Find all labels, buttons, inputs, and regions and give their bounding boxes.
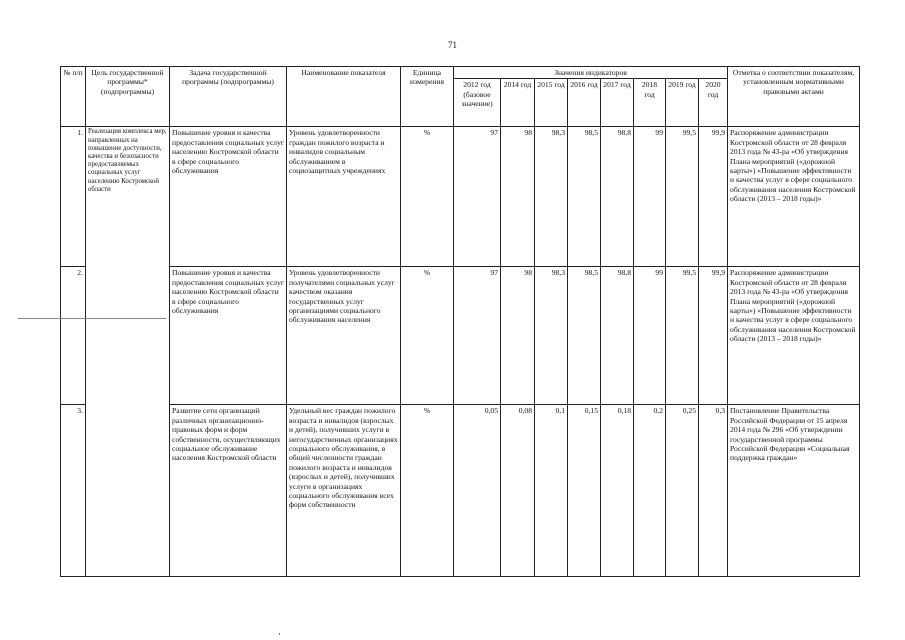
header-year: 2019 год (666, 79, 699, 127)
header-year: 2015 год (535, 79, 568, 127)
task-cell: Повышение уровня и качества предоставления социальных услуг населению Костромской области в сфере социального обслуживания (170, 127, 287, 267)
value-cell: 0,2 (634, 405, 666, 577)
indicators-table (60, 66, 860, 577)
value-cell: 98,8 (601, 127, 634, 267)
header-values-group: Значения индикаторов (454, 67, 728, 79)
header-year-base: 2012 год (базовое значение) (454, 79, 501, 127)
value-cell: 98,3 (535, 127, 568, 267)
value-cell: 98 (501, 267, 535, 405)
value-cell: 98,8 (601, 267, 634, 405)
indicator-cell: Уровень удовлетворенности получателями социальных услуг качеством оказания государственных услуг организациями социального обслуживания населения (287, 267, 401, 405)
note-cell: Постановление Правительства Российской Федерации от 15 апреля 2014 года № 296 «Об утверждении государственной программы Российской Федерации «Социальная поддержка граждан» (728, 405, 860, 577)
header-indicator: Наименование показателя (287, 67, 401, 127)
goal-cell: Реализация комплекса мер, направленных на повышение доступности, качества и безопасности предоставляемых социальных услуг населению Костромской области (86, 127, 170, 577)
value-cell: 98,3 (535, 267, 568, 405)
value-cell: 99,5 (666, 127, 699, 267)
unit-cell: % (401, 127, 454, 267)
header-year: 2014 год (501, 79, 535, 127)
value-cell: 0,3 (699, 405, 728, 577)
header-note: Отметка о соответствии показателям, установленным нормативными правовыми актами (728, 67, 860, 127)
value-cell: 0,08 (501, 405, 535, 577)
scan-artifact-dot (279, 633, 280, 635)
value-cell: 99,5 (666, 267, 699, 405)
value-cell: 97 (454, 127, 501, 267)
page-number: 71 (448, 40, 457, 50)
header-year: 2018 год (634, 79, 666, 127)
unit-cell: % (401, 405, 454, 577)
value-cell: 0,15 (568, 405, 601, 577)
table-row (61, 405, 860, 577)
scan-artifact-line (18, 318, 166, 319)
value-cell: 99,9 (699, 127, 728, 267)
value-cell: 98,5 (568, 127, 601, 267)
header-task: Задача государственной программы (подпрограммы) (170, 67, 287, 127)
row-number: 2. (61, 267, 86, 405)
unit-cell: % (401, 267, 454, 405)
header-year: 2020 год (699, 79, 728, 127)
header-no: № п/п (61, 67, 86, 127)
indicator-cell: Уровень удовлетворенности граждан пожилого возраста и инвалидов социальным обслуживанием в социозащитных учреждениях (287, 127, 401, 267)
header-year: 2016 год (568, 79, 601, 127)
header-goal: Цель государственной программы* (подпрограммы) (86, 67, 170, 127)
task-cell: Повышение уровня и качества предоставления социальных услуг населению Костромской области в сфере социального обслуживания (170, 267, 287, 405)
table-row (61, 267, 860, 405)
value-cell: 99,9 (699, 267, 728, 405)
value-cell: 98 (501, 127, 535, 267)
value-cell: 97 (454, 267, 501, 405)
value-cell: 0,1 (535, 405, 568, 577)
header-unit: Единица измерения (401, 67, 454, 127)
note-cell: Распоряжение администрации Костромской области от 28 февраля 2013 года № 43-ра «Об утверждения Плана мероприятий («дорожной карты») «Повышение эффективности и качества услуг в сфере социального обслуживания населения Костромской области (2013 – 2018 годы)» (728, 127, 860, 267)
row-number: 1. (61, 127, 86, 267)
header-year: 2017 год (601, 79, 634, 127)
task-cell: Развитие сети организаций различных организационно-правовых форм и форм собственности, осуществляющих социальное обслуживание населения Костромской области (170, 405, 287, 577)
value-cell: 99 (634, 267, 666, 405)
value-cell: 0,25 (666, 405, 699, 577)
value-cell: 99 (634, 127, 666, 267)
indicator-cell: Удельный вес граждан пожилого возраста и инвалидов (взрослых и детей), получивших услуги в негосударственных организациях социального обслуживания, в общей численности граждан пожилого возраста и инвалидов (взрослых и детей), получивших услуги в организациях социального обслуживания всех форм собственности (287, 405, 401, 577)
value-cell: 0,18 (601, 405, 634, 577)
value-cell: 0,05 (454, 405, 501, 577)
row-number: 3. (61, 405, 86, 577)
value-cell: 98,5 (568, 267, 601, 405)
table-row (61, 127, 860, 267)
note-cell: Распоряжение администрации Костромской области от 28 февраля 2013 года № 43-ра «Об утверждения Плана мероприятий («дорожной карты») «Повышение эффективности и качества услуг в сфере социального обслуживания населения Костромской области (2013 – 2018 годы)» (728, 267, 860, 405)
